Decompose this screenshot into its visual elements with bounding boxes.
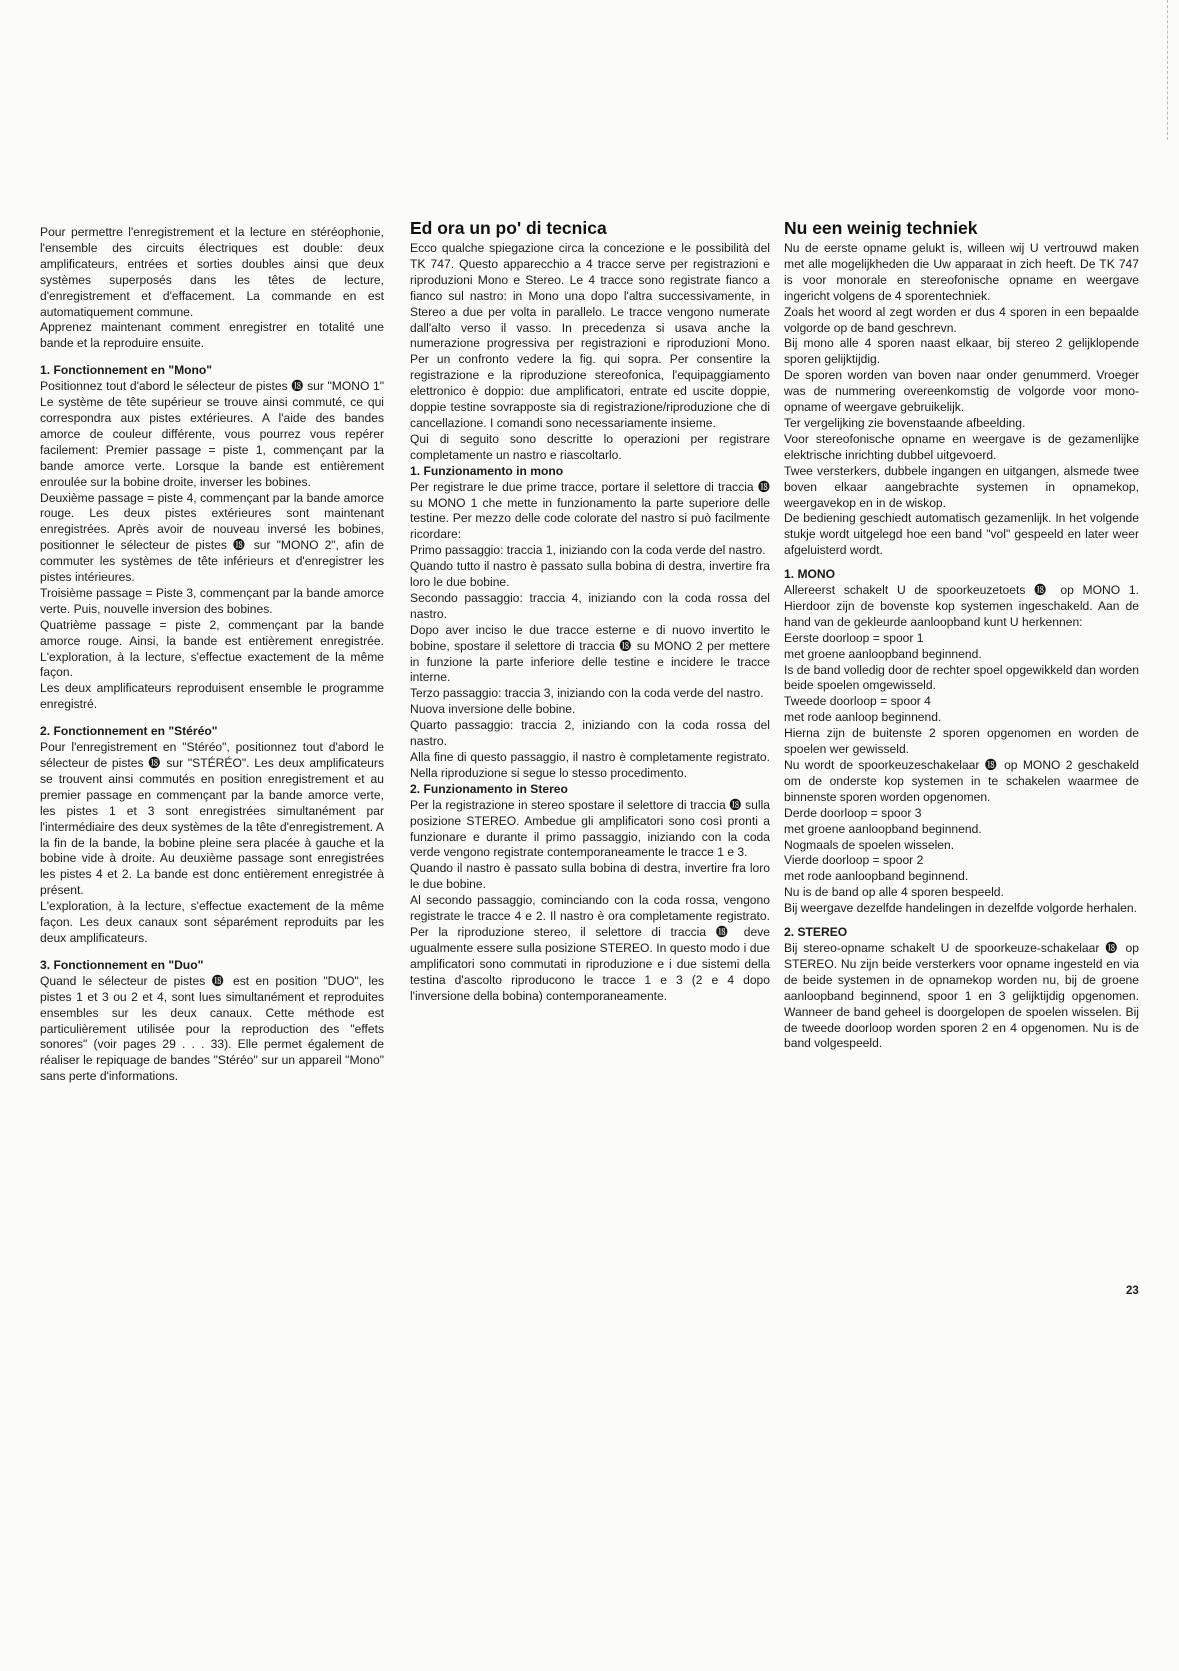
- dutch-para: Twee versterkers, dubbele ingangen en uitgangen, alsmede twee boven elkaar aangebrachte systemen in opnamekop, weergavekop en in de wiskop.: [784, 463, 1139, 510]
- french-section-2-para: L'exploration, à la lecture, s'effectue exactement de la même façon. Les deux canaux sont séparément reproduits par les deux amplificateurs.: [40, 899, 384, 945]
- dutch-section-1-title: 1. MONO: [784, 567, 836, 582]
- french-section-2-title: 2. Fonctionnement en "Stéréo": [40, 724, 218, 739]
- page-number: 23: [1126, 1285, 1139, 1297]
- dutch-section-2-title: 2. STEREO: [784, 925, 848, 940]
- dutch-para: Bij mono alle 4 sporen naast elkaar, bij stereo 2 gelijklopende sporen gelijktijdig.: [784, 336, 1139, 367]
- dutch-para: Ter vergelijking zie bovenstaande afbeelding.: [784, 415, 1026, 430]
- dutch-para: De bediening geschiedt automatisch gezamenlijk. In het volgende stukje wordt uitgelegd hoe een band "vol" gespeeld en later weer afgeluisterd wordt.: [784, 511, 1139, 558]
- scan-edge-mark: [1167, 0, 1169, 140]
- dutch-title: Nu een weinig techniek: [784, 218, 978, 238]
- dutch-section-1-para: Nogmaals de spoelen wisselen.: [784, 837, 955, 852]
- italian-intro-2: Qui di seguito sono descritte lo operazioni per registrare completamente un nastro e riascoltarlo.: [410, 431, 770, 462]
- dutch-section-1-para: Hierna zijn de buitenste 2 sporen opgenomen en worden de spoelen wer gewisseld.: [784, 726, 1139, 757]
- italian-section-1-para: Per registrare le due prime tracce, portare il selettore di traccia ⓲ su MONO 1 che mette in funzionamento la parte superiore delle testine. Per mezzo delle code colorate del nastro si può facilmente ricordare:: [410, 479, 770, 542]
- italian-section-1-para: Quarto passaggio: traccia 2, iniziando con la coda rossa del nastro.: [410, 718, 770, 749]
- italian-section-2-para: Quando il nastro è passato sulla bobina di destra, invertire fra loro le due bobine.: [410, 861, 770, 892]
- italian-section-1-title: 1. Funzionamento in mono: [410, 463, 564, 478]
- dutch-section-1-para: met groene aanloopband beginnend.: [784, 646, 982, 661]
- dutch-section-1-para: met rode aanloop beginnend.: [784, 710, 942, 725]
- dutch-section-1-para: Is de band volledig door de rechter spoel opgewikkeld dan worden beide spoelen omgewisseld.: [784, 662, 1139, 693]
- french-section-1-para: Quatrième passage = piste 2, commençant par la bande amorce rouge. Ainsi, la bande est entièrement enregistrée. L'exploration, à la lecture, s'effectue exactement de la même façon.: [40, 617, 384, 680]
- italian-section-1-para: Alla fine di questo passaggio, il nastro è completamente registrato. Nella riproduzione si segue lo stesso procedimento.: [410, 750, 770, 780]
- dutch-para: De sporen worden van boven naar onder genummerd. Vroeger was de nummering overeenkomstig de volgorde voor mono-opname of weergave gebruikelijk.: [784, 368, 1139, 415]
- french-section-1-para: Deuxième passage = piste 4, commençant par la bande amorce rouge. Les deux pistes extérieures sont maintenant enregistrées. Après avoir de nouveau inversé les bobines, positionner le sélecteur de pistes ⓲ sur "MONO 2", afin de commuter les systèmes de tête inférieurs et d'enregistrer les pistes intérieures.: [40, 490, 384, 585]
- french-section-1-title: 1. Fonctionnement en "Mono": [40, 363, 213, 378]
- italian-title: Ed ora un po' di tecnica: [410, 218, 607, 238]
- italian-section-1-para: Secondo passaggio: traccia 4, iniziando con la coda rossa del nastro.: [410, 590, 770, 621]
- dutch-section-1-para: Nu wordt de spoorkeuzeschakelaar ⓲ op MONO 2 geschakeld om de onderste kop systemen in te schakelen waarmee de binnenste sporen worden opgenomen.: [784, 758, 1139, 804]
- dutch-section-1-para: Bij weergave dezelfde handelingen in dezelfde volgorde herhalen.: [784, 901, 1137, 916]
- french-section-1-para: Positionnez tout d'abord le sélecteur de pistes ⓲ sur "MONO 1" Le système de tête supérieur se trouve ainsi commuté, ce qui correspondra aux pistes extérieures. A l'aide des bandes amorce de couleur différente, vous pourrez vous repérer facilement: Premier passage = piste 1, commençant par la bande amorce verte. Lorsque la bande est entièrement enroulée sur la bobine droite, inverser les bobines.: [40, 379, 384, 489]
- dutch-section-1-para: met rode aanloopband beginnend.: [784, 869, 969, 884]
- italian-section-1-para: Dopo aver inciso le due tracce esterne e di nuovo invertito le bobine, spostare il selettore di traccia ⓲ su MONO 2 per mettere in funzione la parte inferiore delle testine e incidere le tracce interne.: [410, 622, 770, 685]
- dutch-section-1-para: met groene aanloopband beginnend.: [784, 821, 982, 836]
- italian-section-2-para: Per la registrazione in stereo spostare il selettore di traccia ⓲ sulla posizione STEREO. Ambedue gli amplificatori sono così pronti a funzionare e durante il primo passaggio, iniziando con la coda verde vengono registrate contemporaneamente le tracce 1 e 3.: [410, 797, 770, 860]
- dutch-para: Zoals het woord al zegt worden er dus 4 sporen in een bepaalde volgorde op de band geschrevn.: [784, 304, 1139, 335]
- french-section-2-para: Pour l'enregistrement en "Stéréo", positionnez tout d'abord le sélecteur de pistes ⓲ sur "STÉRÉO". Les deux amplificateurs se trouvent ainsi commutés en position enregistrement et au premier passage en commençant par la bande amorce verte, les pistes 1 et 3 sont enregistrées simultanément par l'intermédiaire des deux systèmes de la tête d'enregistrement. A la fin de la bande, la bobine pleine sera placée à gauche et la bobine vide à droite. Au deuxième passage sont enregistrées les pistes 4 et 2. La bande est donc entièrement enregistrée à présent.: [40, 740, 384, 898]
- italian-section-1-para: Quando tutto il nastro è passato sulla bobina di destra, invertire fra loro le due bobine.: [410, 559, 770, 590]
- french-section-3-para: Quand le sélecteur de pistes ⓲ est en position "DUO", les pistes 1 et 3 ou 2 et 4, sont lues simultanément et reproduites ensembles sur les deux canaux. Cette méthode est particulièrement utilisée pour la reproduction des "effets sonores" (voir pages 29 . . . 33). Elle permet également de réaliser le repiquage de bandes "Stéréo" sur un appareil "Mono" sans perte d'informations.: [40, 973, 384, 1084]
- italian-section-1-para: Nuova inversione delle bobine.: [410, 702, 576, 717]
- dutch-section-1-para: Nu is de band op alle 4 sporen bespeeld.: [784, 885, 1004, 900]
- dutch-para: Voor stereofonische opname en weergave is de gezamenlijke elektrische inrichting dubbel uitgevoerd.: [784, 431, 1139, 462]
- dutch-column: [784, 218, 1139, 1052]
- dutch-para: Nu de eerste opname gelukt is, willeen wij U vertrouwd maken met alle mogelijkheden die Uw apparaat in zich heeft. De TK 747 is voor monorale en stereofonische opname en weergave ingericht volgens de 4 sporentechniek.: [784, 241, 1139, 303]
- dutch-section-1-para: Eerste doorloop = spoor 1: [784, 630, 924, 645]
- italian-section-2-para: Al secondo passaggio, cominciando con la coda rossa, vengono registrate le tracce 4 e 2. Il nastro è ora completamente registrato. Per la riproduzione stereo, il selettore di traccia ⓲ deve ugualmente essere sulla posizione STEREO. In questo modo i due amplificatori sono commutati in riproduzione e i due sistemi della testina d'ascolto riproducono le tracce 1 e 3 (2 e 4 dopo l'inversione della bobina) contemporaneamente.: [410, 893, 770, 1003]
- french-column: [40, 225, 384, 1085]
- dutch-section-1-para: Derde doorloop = spoor 3: [784, 805, 922, 820]
- dutch-section-1-para: Tweede doorloop = spoor 4: [784, 694, 931, 709]
- italian-section-1-para: Primo passaggio: traccia 1, iniziando con la coda verde del nastro.: [410, 543, 766, 558]
- french-intro: Pour permettre l'enregistrement et la lecture en stéréophonie, l'ensemble des circuits électriques est double: deux amplificateurs, entrées et sorties doubles ainsi que deux systèmes superposés dans les têtes de lecture, d'enregistrement et d'effacement. La commande en est automatiquement commune.: [40, 225, 384, 319]
- italian-column: [410, 218, 770, 1005]
- french-intro-2: Apprenez maintenant comment enregistrer en totalité une bande et la reproduire ensuite.: [40, 320, 384, 351]
- dutch-section-1-para: Allereerst schakelt U de spoorkeuzetoets ⓲ op MONO 1. Hierdoor zijn de bovenste kop systemen ingeschakeld. Aan de hand van de gekleurde aanloopband kunt U herkennen:: [784, 583, 1139, 629]
- dutch-section-1-para: Vierde doorloop = spoor 2: [784, 853, 924, 868]
- italian-section-2-title: 2. Funzionamento in Stereo: [410, 781, 568, 796]
- french-section-1-para: Troisième passage = Piste 3, commençant par la bande amorce verte. Puis, nouvelle inversion des bobines.: [40, 585, 384, 616]
- french-section-1-para: Les deux amplificateurs reproduisent ensemble le programme enregistré.: [40, 681, 384, 712]
- dutch-section-2-para: Bij stereo-opname schakelt U de spoorkeuze-schakelaar ⓲ op STEREO. Nu zijn beide versterkers voor opname ingesteld en via de beide systemen in de opnamekop worden nu, bij de groene aanloopband beginnend, spoor 1 en 3 gelijktijdig opgenomen. Wanneer de band geheel is doorgelopen de spoelen wisselen. Bij de tweede doorloop worden sporen 2 en 4 opgenomen. Nu is de band volgespeeld.: [784, 940, 1139, 1051]
- french-section-3-title: 3. Fonctionnement en "Duo": [40, 957, 204, 972]
- italian-section-1-para: Terzo passaggio: traccia 3, iniziando con la coda verde del nastro.: [410, 686, 764, 701]
- italian-intro: Ecco qualche spiegazione circa la concezione e le possibilità del TK 747. Questo apparecchio a 4 tracce serve per registrazioni e riproduzioni Mono e Stereo. Le 4 tracce sono registrate fianco a fianco sul nastro: in Mono una dopo l'altra successivamente, in Stereo a due per volta in parallelo. Le tracce vengono numerate dall'alto verso il vasso. In precedenza si usava anche la numerazione progressiva per registrazioni e riproduzioni Mono. Per un confronto vedere la fig. qui sopra. Per consentire la registrazione e la riproduzione stereofonica, l'equipaggiamento elettronico è doppio: due amplificatori, entrate ed uscite doppie, doppie testine sovrapposte sia di registrazione/riproduzione che di cancellazione. I comandi sono necessariamente insieme.: [410, 241, 770, 430]
